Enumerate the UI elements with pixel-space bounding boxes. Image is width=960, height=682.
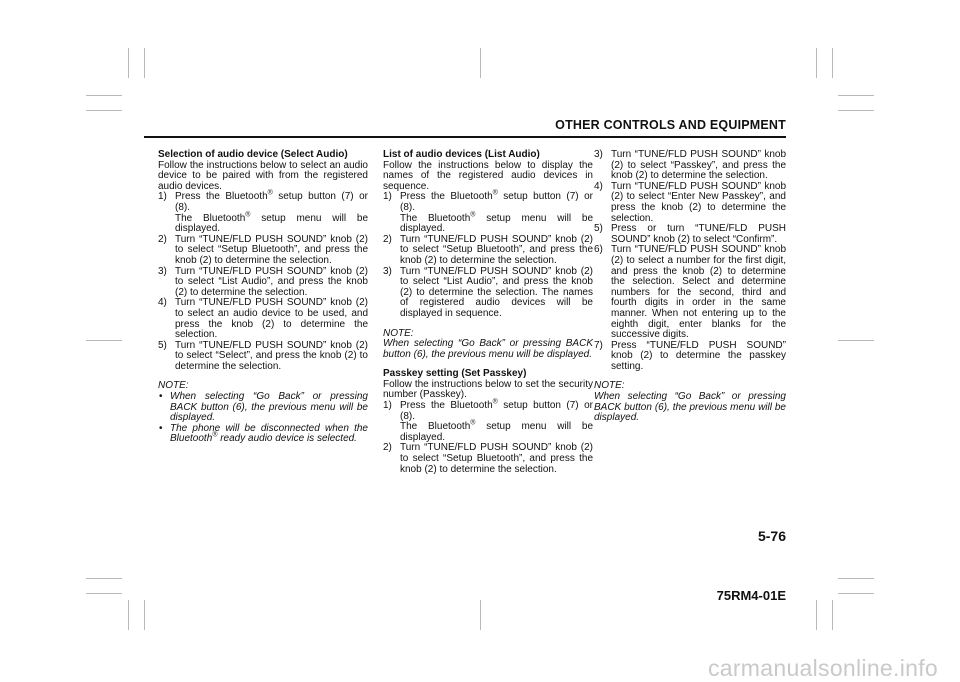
step-text: Turn “TUNE/FLD PUSH SOUND” knob (2) to select “Enter New Passkey”, and press the knob (2) to determine the selection.	[611, 180, 786, 224]
step-number: 5)	[594, 223, 603, 235]
step-number: 2)	[383, 442, 392, 454]
registered-mark: ®	[267, 190, 273, 198]
column-3	[594, 150, 786, 424]
step-text: Press “TUNE/FLD PUSH SOUND” knob (2) to determine the passkey setting.	[611, 339, 786, 372]
section-heading-set-passkey: Passkey setting (Set Passkey)	[383, 368, 527, 380]
step-text: Turn “TUNE/FLD PUSH SOUND” knob (2) to select “Select”, and press the knob (2) to determine the selection.	[175, 339, 368, 372]
step-item	[158, 235, 368, 267]
step-item	[383, 192, 593, 234]
step-number: 4)	[594, 180, 603, 192]
step-number: 3)	[158, 265, 167, 277]
step-item	[383, 398, 594, 443]
page-number: 5-76	[757, 528, 786, 544]
note-text: When selecting “Go Back” or pressing BACK button (6), the previous menu will be displayed.	[383, 338, 593, 360]
crop-mark	[144, 600, 145, 630]
section-intro: Follow the instructions below to display the names of the registered audio devices in sequence.	[383, 159, 593, 192]
crop-mark	[480, 48, 481, 78]
step-text: Press or turn “TUNE/FLD PUSH SOUND” knob (2) to select “Confirm”.	[611, 223, 786, 245]
header-rule	[144, 136, 786, 138]
crop-mark	[86, 593, 122, 594]
crop-mark	[838, 95, 874, 96]
crop-mark	[86, 578, 122, 579]
crop-mark	[86, 95, 122, 96]
registered-mark: ®	[212, 432, 218, 440]
crop-mark	[86, 340, 122, 341]
column-1	[158, 150, 368, 445]
crop-mark	[144, 48, 145, 78]
step-number: 6)	[594, 244, 603, 256]
step-text: setup menu will be displayed.	[175, 212, 369, 235]
steps-list	[594, 150, 786, 372]
step-item	[594, 150, 786, 182]
step-text: Turn “TUNE/FLD PUSH SOUND” knob (2) to select “Setup Bluetooth”, and press the knob (2) to determine the selection.	[175, 233, 368, 266]
step-number: 3)	[594, 149, 603, 160]
step-item	[158, 341, 368, 373]
steps-list	[158, 192, 368, 372]
watermark[interactable]: carmanualsonline.info	[707, 655, 938, 681]
step-text: Turn “TUNE/FLD PUSH SOUND” knob (2) to select “Setup Bluetooth”, and press the knob (2) to determine the selection.	[400, 233, 593, 266]
step-text: Turn “TUNE/FLD PUSH SOUND” knob (2) to select “List Audio”, and press the knob (2) to determine the selection. The names of registered audio devices will be displayed in sequence.	[400, 265, 593, 319]
step-text: Turn “TUNE/FLD PUSH SOUND” knob (2) to select an audio device to be used, and press the knob (2) to determine the selection.	[175, 297, 368, 341]
step-text: Turn “TUNE/FLD PUSH SOUND” knob (2) to select “List Audio”, and press the knob (2) to determine the selection.	[175, 265, 368, 298]
crop-mark	[832, 48, 833, 78]
note-label: NOTE:	[383, 327, 414, 339]
step-item	[594, 182, 786, 224]
registered-mark: ®	[470, 419, 476, 427]
crop-mark	[128, 600, 129, 630]
step-item	[158, 192, 368, 234]
note-item	[158, 424, 368, 445]
step-item	[383, 443, 593, 475]
section-intro: Follow the instructions below to select an audio device to be paired with from the registered audio devices.	[158, 159, 368, 192]
crop-mark	[816, 600, 817, 630]
step-text: Press the Bluetooth	[400, 400, 493, 412]
steps-list	[383, 192, 593, 319]
step-number: 1)	[158, 191, 167, 203]
crop-mark	[838, 578, 874, 579]
step-text: Turn “TUNE/FLD PUSH SOUND” knob (2) to select “Passkey”, and press the knob (2) to determine the selection.	[611, 149, 786, 182]
note-text: When selecting “Go Back” or pressing BACK button (6), the previous menu will be displayed.	[170, 391, 368, 424]
step-text: The Bluetooth	[175, 212, 246, 224]
step-item	[383, 235, 593, 267]
note-text: When selecting “Go Back” or pressing BACK button (6), the previous menu will be displayed.	[594, 391, 786, 424]
steps-list	[383, 398, 594, 475]
step-item	[383, 267, 593, 320]
step-text: setup menu will be displayed.	[400, 212, 594, 235]
step-text: setup button (7) or (8).	[400, 400, 593, 422]
crop-mark	[838, 340, 874, 341]
crop-mark	[128, 48, 129, 78]
step-text: setup button (7) or (8).	[400, 191, 593, 213]
step-item	[594, 245, 786, 340]
column-2	[383, 150, 593, 475]
note-item	[158, 392, 368, 424]
step-text: The Bluetooth	[400, 212, 471, 224]
step-number: 5)	[158, 339, 167, 351]
crop-mark	[832, 600, 833, 630]
step-number: 1)	[383, 191, 392, 203]
crop-mark	[86, 110, 122, 111]
note-text: ready audio device is selected.	[217, 433, 357, 445]
note-label: NOTE:	[594, 380, 625, 392]
step-number: 3)	[383, 265, 392, 277]
step-number: 2)	[383, 233, 392, 245]
step-text: Turn “TUNE/FLD PUSH SOUND” knob (2) to select a number for the first digit, and press the knob (2) to determine the selection. Select and determine numbers for the second, third and fourth digits in order in the same manner. When not entering up to the eighth digit, enter blanks for the successive digits.	[611, 244, 786, 341]
crop-mark	[816, 48, 817, 78]
note-list	[158, 392, 368, 445]
step-text: Press the Bluetooth	[175, 191, 268, 203]
page-header-title: OTHER CONTROLS AND EQUIPMENT	[555, 118, 786, 132]
registered-mark: ®	[245, 211, 251, 219]
crop-mark	[838, 110, 874, 111]
document-code: 75RM4-01E	[716, 588, 786, 603]
step-number: 4)	[158, 297, 167, 309]
step-item	[158, 267, 368, 299]
registered-mark: ®	[470, 211, 476, 219]
note-text: The phone will be disconnected when the Bluetooth	[170, 422, 368, 445]
registered-mark: ®	[492, 190, 498, 198]
step-text: setup menu will be displayed.	[400, 421, 594, 443]
step-number: 1)	[383, 400, 392, 412]
step-item	[158, 298, 368, 340]
step-text: Press the Bluetooth	[400, 191, 493, 203]
crop-mark	[480, 600, 481, 630]
note-label: NOTE:	[158, 380, 189, 392]
step-number: 2)	[158, 233, 167, 245]
section-intro: Follow the instructions below to set the security number (Passkey).	[383, 378, 593, 401]
step-text: Turn “TUNE/FLD PUSH SOUND” knob (2) to select “Setup Bluetooth”, and press the knob (2) to determine the selection.	[400, 442, 593, 475]
step-text: setup button (7) or (8).	[175, 191, 368, 213]
registered-mark: ®	[492, 398, 498, 406]
step-item	[594, 341, 786, 373]
crop-mark	[838, 593, 874, 594]
step-number: 7)	[594, 339, 603, 351]
section-heading-select-audio: Selection of audio device (Select Audio)	[158, 149, 348, 160]
section-heading-list-audio: List of audio devices (List Audio)	[383, 149, 540, 160]
step-text: The Bluetooth	[400, 421, 471, 433]
step-item	[594, 224, 786, 245]
